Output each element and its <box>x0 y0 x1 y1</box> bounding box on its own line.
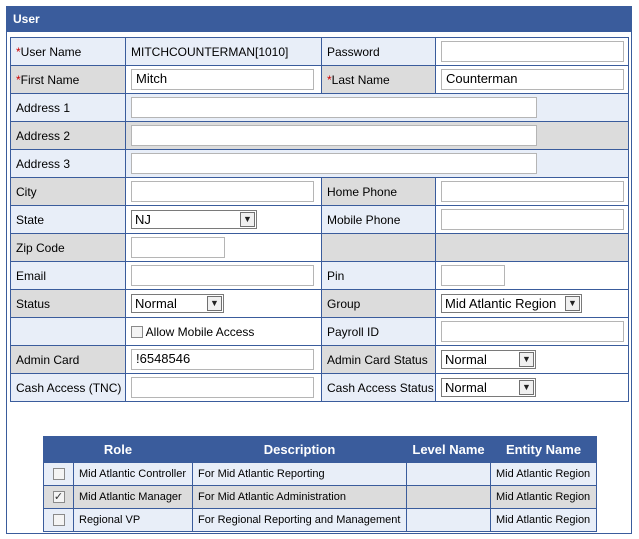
row-username <box>11 38 629 66</box>
role-header: Role <box>44 437 193 463</box>
admin-card-status-label: Admin Card Status <box>322 346 436 374</box>
password-label: Password <box>322 38 436 66</box>
row-admin-card <box>11 346 629 374</box>
table-row <box>44 509 597 532</box>
user-name-label: *User Name <box>11 38 126 66</box>
mobile-phone-field[interactable] <box>441 209 624 230</box>
group-select[interactable]: Mid Atlantic Region ▼ <box>441 294 582 313</box>
status-select[interactable]: Normal ▼ <box>131 294 224 313</box>
role-description: For Mid Atlantic Administration <box>193 486 407 509</box>
admin-card-field[interactable]: !6548546 <box>131 349 314 370</box>
table-row <box>44 486 597 509</box>
chevron-down-icon[interactable]: ▼ <box>207 296 222 311</box>
cash-access-label: Cash Access (TNC) <box>11 374 126 402</box>
address3-label: Address 3 <box>11 150 126 178</box>
user-form <box>10 37 629 402</box>
state-select[interactable]: NJ ▼ <box>131 210 257 229</box>
address2-label: Address 2 <box>11 122 126 150</box>
role-description: For Regional Reporting and Management <box>193 509 407 532</box>
role-checkbox[interactable] <box>53 514 65 526</box>
address1-label: Address 1 <box>11 94 126 122</box>
zip-label: Zip Code <box>11 234 126 262</box>
checkmark-icon: ✓ <box>53 491 64 504</box>
row-address1 <box>11 94 629 122</box>
panel-title: User <box>7 7 631 32</box>
role-level <box>407 463 491 486</box>
role-name: Mid Atlantic Controller <box>74 463 193 486</box>
chevron-down-icon[interactable]: ▼ <box>240 212 255 227</box>
group-label: Group <box>322 290 436 318</box>
row-status <box>11 290 629 318</box>
row-address3 <box>11 150 629 178</box>
row-email <box>11 262 629 290</box>
row-zip <box>11 234 629 262</box>
cash-access-status-label: Cash Access Status <box>322 374 436 402</box>
home-phone-field[interactable] <box>441 181 624 202</box>
row-state <box>11 206 629 234</box>
state-label: State <box>11 206 126 234</box>
role-entity: Mid Atlantic Region <box>491 463 597 486</box>
role-name: Mid Atlantic Manager <box>74 486 193 509</box>
home-phone-label: Home Phone <box>322 178 436 206</box>
row-names <box>11 66 629 94</box>
entity-name-header: Entity Name <box>491 437 597 463</box>
pin-label: Pin <box>322 262 436 290</box>
user-panel <box>6 6 632 534</box>
roles-table <box>43 436 597 532</box>
table-row <box>44 463 597 486</box>
allow-mobile-label: Allow Mobile Access <box>145 324 255 339</box>
chevron-down-icon[interactable]: ▼ <box>565 296 580 311</box>
first-name-label: *First Name <box>11 66 126 94</box>
address1-field[interactable] <box>131 97 537 118</box>
description-header: Description <box>193 437 407 463</box>
role-entity: Mid Atlantic Region <box>491 509 597 532</box>
zip-field[interactable] <box>131 237 225 258</box>
pin-field[interactable] <box>441 265 505 286</box>
row-cash-access <box>11 374 629 402</box>
city-field[interactable] <box>131 181 314 202</box>
role-description: For Mid Atlantic Reporting <box>193 463 407 486</box>
admin-card-label: Admin Card <box>11 346 126 374</box>
last-name-label: *Last Name <box>322 66 436 94</box>
role-name: Regional VP <box>74 509 193 532</box>
cash-access-status-select[interactable]: Normal ▼ <box>441 378 536 397</box>
cash-access-field[interactable] <box>131 377 314 398</box>
password-field[interactable] <box>441 41 624 62</box>
last-name-field[interactable]: Counterman <box>441 69 624 90</box>
city-label: City <box>11 178 126 206</box>
chevron-down-icon[interactable]: ▼ <box>519 352 534 367</box>
role-level <box>407 509 491 532</box>
admin-card-status-select[interactable]: Normal ▼ <box>441 350 536 369</box>
first-name-field[interactable]: Mitch <box>131 69 314 90</box>
level-name-header: Level Name <box>407 437 491 463</box>
mobile-phone-label: Mobile Phone <box>322 206 436 234</box>
address3-field[interactable] <box>131 153 537 174</box>
user-name-value: MITCHCOUNTERMAN[1010] <box>126 38 322 66</box>
status-label: Status <box>11 290 126 318</box>
role-checkbox[interactable] <box>53 491 65 503</box>
row-mobile-access <box>11 318 629 346</box>
allow-mobile-checkbox[interactable] <box>131 326 143 338</box>
email-field[interactable] <box>131 265 314 286</box>
chevron-down-icon[interactable]: ▼ <box>519 380 534 395</box>
role-checkbox[interactable] <box>53 468 65 480</box>
payroll-id-label: Payroll ID <box>322 318 436 346</box>
role-entity: Mid Atlantic Region <box>491 486 597 509</box>
row-city <box>11 178 629 206</box>
row-address2 <box>11 122 629 150</box>
email-label: Email <box>11 262 126 290</box>
address2-field[interactable] <box>131 125 537 146</box>
role-level <box>407 486 491 509</box>
roles-header <box>44 437 597 463</box>
payroll-id-field[interactable] <box>441 321 624 342</box>
